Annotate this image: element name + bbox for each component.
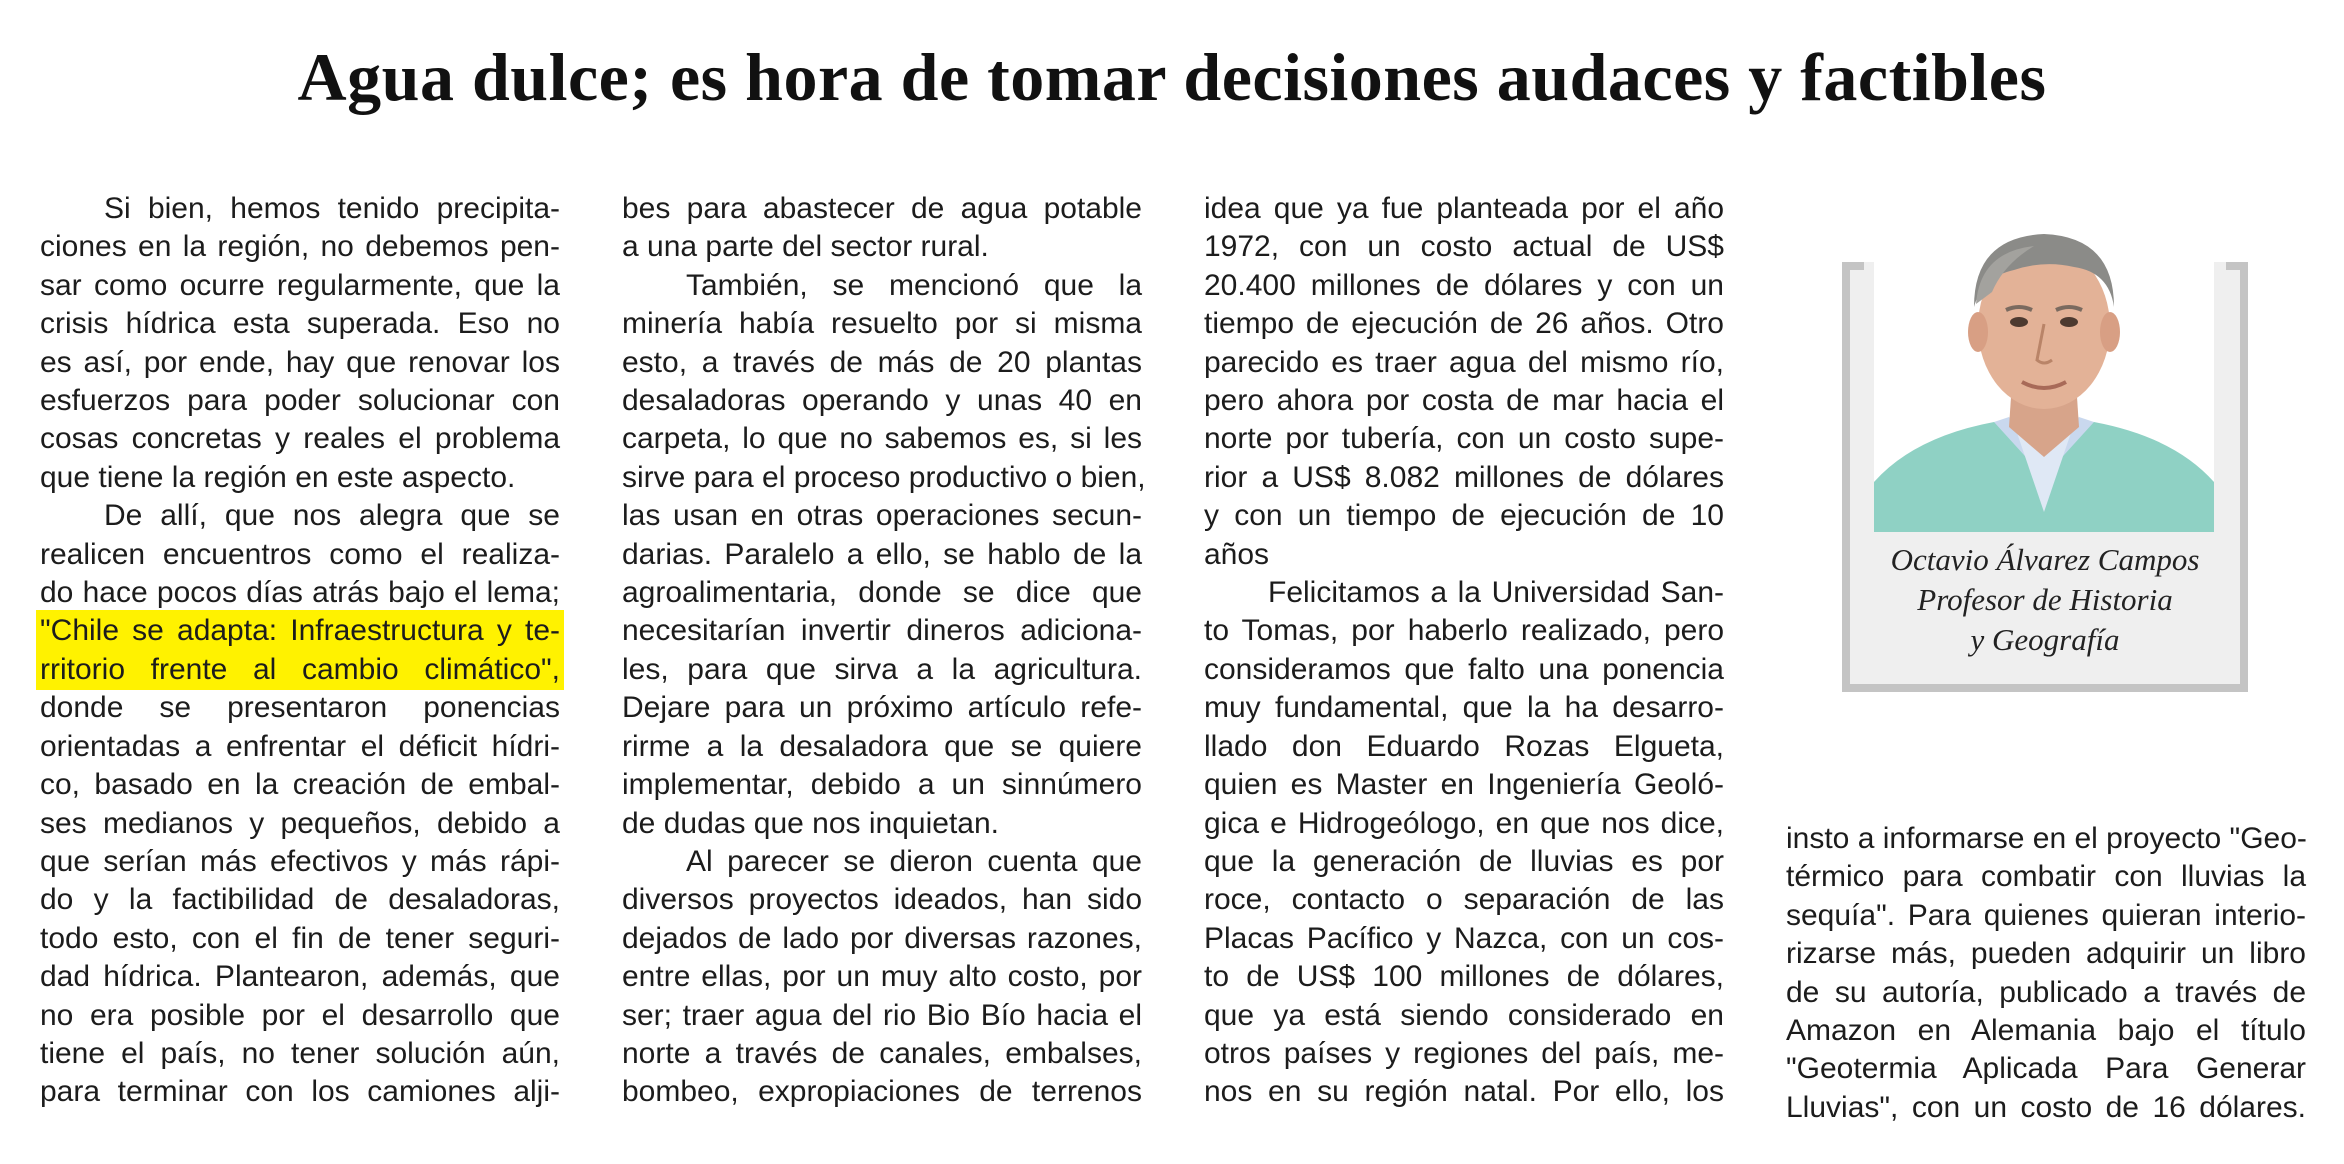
text-line: carpeta, lo que no sabemos es, si les: [622, 422, 1142, 456]
column-1: [40, 190, 560, 1112]
text-line: donde se presentaron ponencias: [40, 691, 560, 725]
headline: Agua dulce; es hora de tomar decisiones audaces y factibles: [297, 39, 2047, 115]
text-line: dejados de lado por diversas razones,: [622, 921, 1142, 955]
text-line: a una parte del sector rural.: [622, 230, 989, 264]
text-line: 1972, con un costo actual de US$: [1204, 230, 1724, 264]
frame-corner: [1842, 262, 1864, 270]
text-line: [40, 651, 560, 689]
text-line: años: [1204, 537, 1270, 571]
text-line: rizarse más, pueden adquirir un libro: [1786, 937, 2306, 971]
text-line: Si bien, hemos tenido precipita-: [104, 192, 560, 225]
text-line: otros países y regiones del país, me-: [1204, 1036, 1724, 1070]
text-line: les, para que sirva a la agricultura.: [622, 652, 1142, 686]
text-line: 20.400 millones de dólares y con un: [1204, 268, 1724, 302]
text-line: implementar, debido a un sinnúmero: [622, 768, 1142, 802]
text-line: entre ellas, por un muy alto costo, por: [622, 960, 1142, 994]
text-line: diversos proyectos ideados, han sido: [622, 883, 1142, 917]
author-name: Octavio Álvarez Campos: [1890, 542, 2200, 577]
column-2: [622, 190, 1146, 1112]
text-line: co, basado en la creación de embal-: [40, 768, 560, 802]
text-line: to de US$ 100 millones de dólares,: [1204, 960, 1724, 994]
text-line: sirve para el proceso productivo o bien,: [622, 460, 1146, 494]
text-line: que tiene la región en este aspecto.: [40, 460, 516, 494]
paragraph: [1204, 574, 1724, 1112]
text-line: idea que ya fue planteada por el año: [1204, 192, 1724, 225]
text-line: Placas Pacífico y Nazca, con un cos-: [1204, 921, 1724, 955]
text-line: térmico para combatir con lluvias la: [1786, 860, 2306, 894]
text-line: norte por tubería, con un costo supe-: [1204, 422, 1724, 456]
text-line: de su autoría, publicado a través de: [1786, 975, 2306, 1009]
text-line: to Tomas, por haberlo realizado, pero: [1204, 614, 1724, 648]
text-line: que serían más efectivos y más rápi-: [40, 844, 560, 878]
text-line: do hace pocos días atrás bajo el lema;: [40, 576, 560, 610]
text-line: orientadas a enfrentar el déficit hídri-: [40, 729, 560, 763]
text-line: tiene el país, no tener solución aún,: [40, 1036, 560, 1070]
text-line: darias. Paralelo a ello, se hablo de la: [622, 537, 1142, 571]
text-line: De allí, que nos alegra que se: [104, 499, 560, 533]
text-line: También, se mencionó que la: [686, 268, 1142, 302]
text-line: consideramos que falto una ponencia: [1204, 652, 1724, 686]
text-line: Dejare para un próximo artículo refe-: [622, 691, 1142, 725]
text-line: rior a US$ 8.082 millones de dólares: [1204, 460, 1724, 494]
text-line: esto, a través de más de 20 plantas: [622, 345, 1142, 379]
text-line: las usan en otras operaciones secun-: [622, 499, 1142, 533]
highlighted-text: "Chile se adapta: Infraestructura y te-: [40, 614, 560, 648]
text-line: nos en su región natal. Por ello, los: [1204, 1075, 1724, 1109]
author-caption: [1850, 540, 2240, 660]
text-line: bes para abastecer de agua potable: [622, 192, 1142, 225]
column-3: [1204, 190, 1724, 1112]
paragraph: [1204, 190, 1724, 574]
text-line: y con un tiempo de ejecución de 10: [1204, 499, 1724, 533]
paragraph: [1786, 820, 2306, 1127]
paragraph: [622, 267, 1146, 843]
text-line: cosas concretas y reales el problema: [40, 422, 560, 456]
column-4: [1786, 820, 2306, 1127]
text-line: gica e Hidrogeólogo, en que nos dice,: [1204, 806, 1724, 840]
paragraph: [40, 190, 560, 497]
paragraph: [622, 190, 1142, 267]
text-line: Al parecer se dieron cuenta que: [686, 844, 1142, 878]
text-line: quien es Master en Ingeniería Geoló-: [1204, 768, 1724, 802]
text-line: Amazon en Alemania bajo el título: [1786, 1014, 2306, 1048]
text-line: realicen encuentros como el realiza-: [40, 537, 560, 571]
text-line: esfuerzos para poder solucionar con: [40, 384, 560, 418]
text-line: pero ahora por costa de mar hacia el: [1204, 384, 1724, 418]
text-line: no era posible por el desarrollo que: [40, 998, 560, 1032]
text-line: que la generación de lluvias es por: [1204, 844, 1724, 878]
text-line: para terminar con los camiones alji-: [40, 1075, 560, 1109]
text-line: que ya está siendo considerado en: [1204, 998, 1724, 1032]
text-line: ses medianos y pequeños, debido a: [40, 806, 560, 840]
text-line: desaladoras operando y unas 40 en: [622, 384, 1142, 418]
author-photo: [1874, 212, 2214, 532]
text-line: es así, por ende, hay que renovar los: [40, 345, 560, 379]
text-line: norte a través de canales, embalses,: [622, 1036, 1142, 1070]
text-line: ser; traer agua del rio Bio Bío hacia el: [622, 998, 1142, 1032]
paragraph: [40, 497, 560, 1112]
frame-corner: [2226, 262, 2248, 270]
text-line: llado don Eduardo Rozas Elgueta,: [1204, 729, 1724, 763]
frame-bottom-rule: [1842, 684, 2248, 692]
text-line: sequía". Para quienes quieran interio-: [1786, 898, 2306, 932]
text-line: dad hídrica. Plantearon, además, que: [40, 960, 560, 994]
text-line: Lluvias", con un costo de 16 dólares.: [1786, 1090, 2306, 1124]
text-line: insto a informarse en el proyecto "Geo-: [1786, 822, 2307, 855]
text-line: roce, contacto o separación de las: [1204, 883, 1724, 917]
text-line: sar como ocurre regularmente, que la: [40, 268, 560, 302]
text-line: ciones en la región, no debemos pen-: [40, 230, 560, 264]
text-line: crisis hídrica esta superada. Eso no: [40, 307, 560, 341]
highlighted-text: rritorio frente al cambio climático",: [40, 652, 560, 686]
text-line: rirme a la desaladora que se quiere: [622, 729, 1142, 763]
text-line: de dudas que nos inquietan.: [622, 806, 999, 840]
text-line: do y la factibilidad de desaladoras,: [40, 883, 560, 917]
text-line: [40, 612, 560, 650]
text-line: tiempo de ejecución de 26 años. Otro: [1204, 307, 1724, 341]
text-line: necesitarían invertir dineros adiciona-: [622, 614, 1142, 648]
text-line: agroalimentaria, donde se dice que: [622, 576, 1142, 610]
text-line: bombeo, expropiaciones de terrenos: [622, 1075, 1142, 1109]
text-line: "Geotermia Aplicada Para Generar: [1786, 1052, 2306, 1086]
text-line: minería había resuelto por si misma: [622, 307, 1142, 341]
text-line: todo esto, con el fin de tener seguri-: [40, 921, 560, 955]
text-line: muy fundamental, que la ha desarro-: [1204, 691, 1724, 725]
author-role: Profesor de Historia: [1917, 582, 2173, 617]
text-line: parecido es traer agua del mismo río,: [1204, 345, 1724, 379]
text-line: Felicitamos a la Universidad San-: [1268, 576, 1724, 610]
paragraph: [622, 843, 1142, 1112]
author-role-continued: y Geografía: [1970, 622, 2120, 657]
